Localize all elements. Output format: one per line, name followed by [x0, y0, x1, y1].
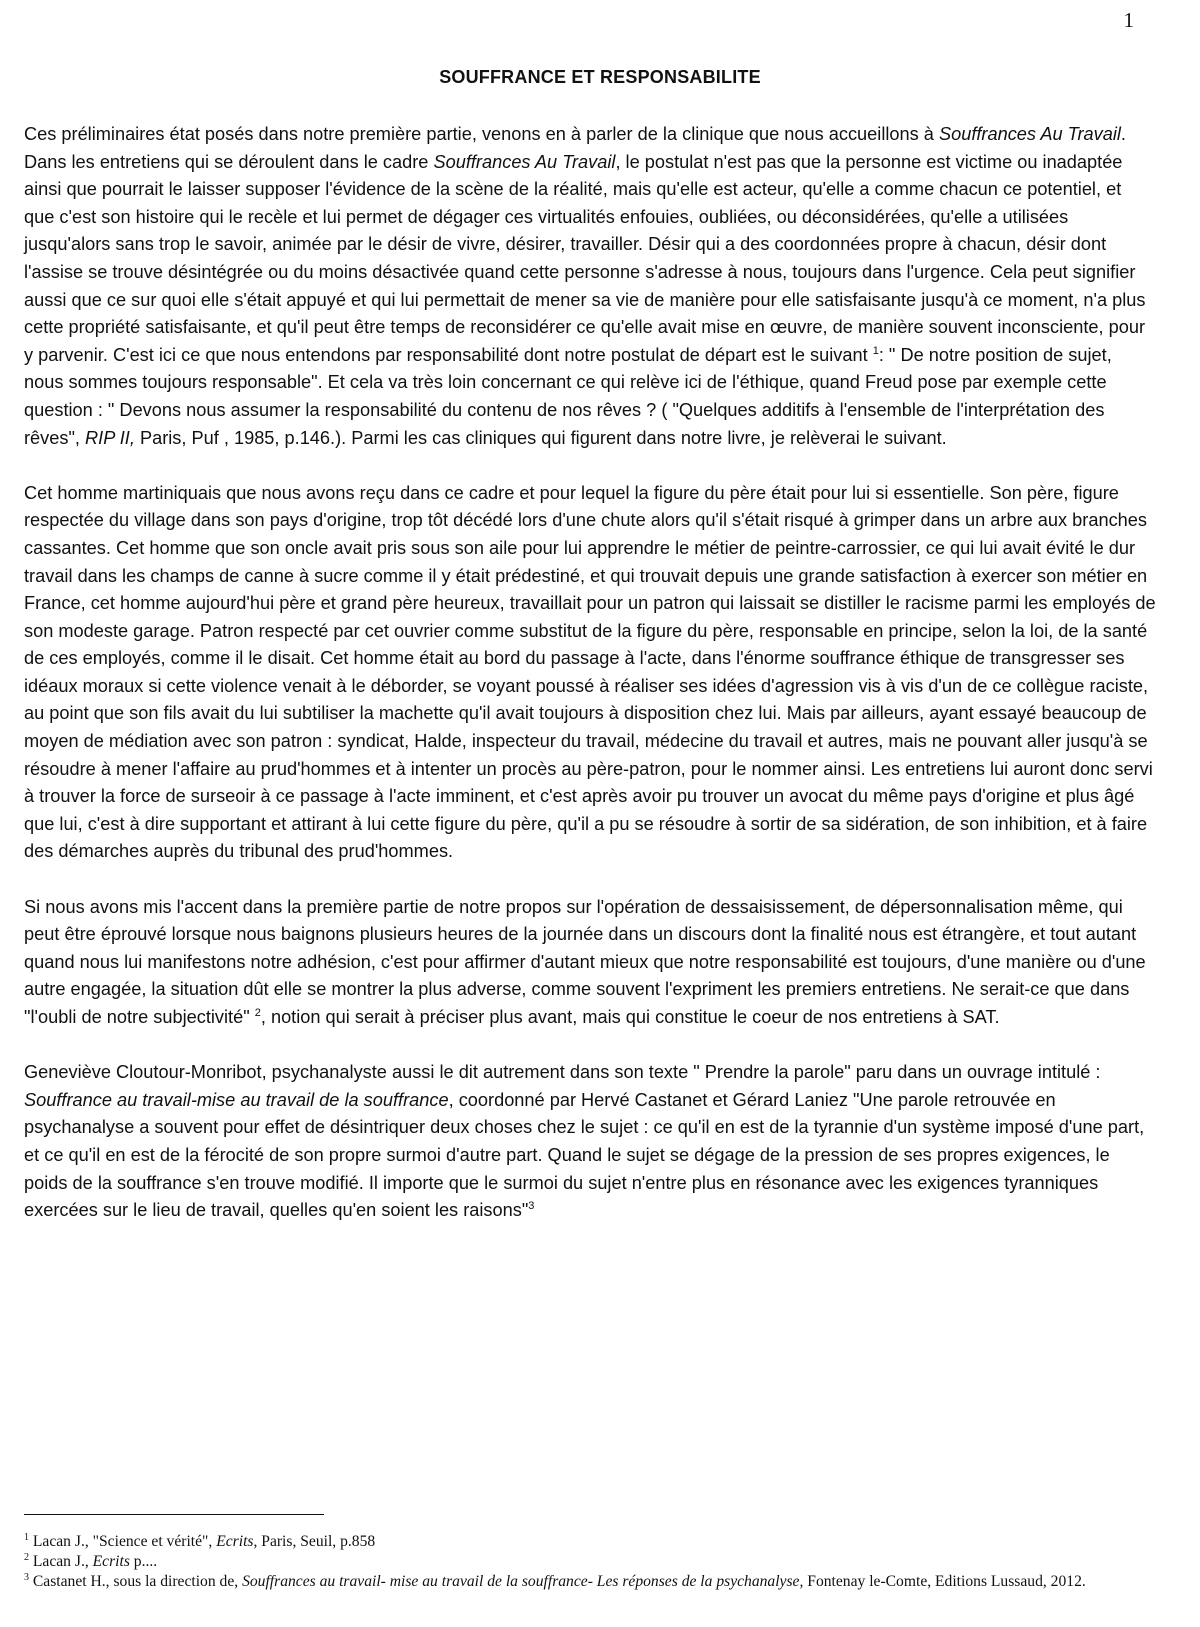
paragraph-intro: Ces préliminaires état posés dans notre première partie, venons en à parler de la clinique que nous accueillons à Souffrances Au Travail.: [24, 124, 1126, 144]
footnote-ref-1: 1: [872, 344, 879, 357]
footnote-divider: [24, 1514, 324, 1515]
footnotes: [24, 1532, 1156, 1592]
document-title: SOUFFRANCE ET RESPONSABILITE: [439, 67, 761, 87]
document-body: [24, 121, 1156, 1225]
footnote-ref-2: 2: [254, 1006, 261, 1019]
footnote-1: $^1$ Lacan J., "Science et vérité", Ecrits, Paris, Seuil, p.858: [24, 1531, 376, 1550]
footnote-ref-3: 3: [528, 1200, 535, 1213]
paragraph-case-study: Cet homme martiniquais que nous avons reçu dans ce cadre et pour lequel la figure du père était pour lui si essentielle. Son père, figure respectée du village dans son pays d'origine, trop tôt décédé lors d'une chute alors qu'il s'était risqué à grimper dans un arbre aux branches cassantes. Cet homme que son oncle avait pris sous son aile pour lui apprendre le métier de peintre-carrossier, ce qui lui avait évité le dur travail dans les champs de canne à sucre comme il y était prédestiné, et qui trouvait depuis une grande satisfaction à exercer son métier en France, cet homme aujourd'hui père et grand père heureux, travaillait pour un patron qui laissait se distiller le racisme parmi les employés de son modeste garage. Patron respecté par cet ouvrier comme substitut de la figure du père, responsable en principe, selon la loi, de la santé de ces employés, comme il le disait. Cet homme était au bord du passage à l'acte, dans l'énorme souffrance éthique de transgresser ses idéaux moraux si cette violence venait à le déborder, se voyant poussé à réaliser ses idées d'agression vis à vis d'un de ce collègue raciste, au point que son fils avait du lui subtiliser la machette qu'il avait toujours à disposition chez lui. Mais par ailleurs, ayant essayé beaucoup de moyen de médiation avec son patron : syndicat, Halde, inspecteur du travail, médecine du travail et autres, mais ne pouvant aller jusqu'à se résoudre à mener l'affaire au prud'hommes et à intenter un procès au père-patron, pour le nommer ainsi. Les entretiens lui auront donc servi à trouver la force de surseoir à ce passage à l'acte imminent, et c'est après avoir pu trouver un avocat du même pays d'origine et plus âgé que lui, c'est à dire supportant et attirant à lui cette figure du père, qu'il a pu se résoudre à sortir de sa sidération, de son inhibition, et à faire des démarches auprès du tribunal des prud'hommes.: [24, 482, 1156, 862]
paragraph-responsibility: Si nous avons mis l'accent dans la première partie de notre propos sur l'opération de dessaisissement, de dépersonnalisation même, qui peut être éprouvé lorsque nous baignons plusieurs heures de la journée dans un discours dont la finalité nous est étrangère, et tout autant quand nous lui manifestons notre adhésion, c'est pour affirmer d'autant mieux que notre responsabilité est toujours, d'une manière ou d'une autre engagée, la situation dût elle se montrer la plus adverse, comme souvent l'expriment les premiers entretiens. Ne serait-ce que dans "l'oubli de notre subjectivité" $^2$, notion qui serait à préciser plus avant, mais qui constitue le coeur de nos entretiens à SAT.: [24, 896, 1146, 1027]
paragraph-quote: Geneviève Cloutour-Monribot, psychanalyste aussi le dit autrement dans son texte " Prendre la parole" paru dans un ouvrage intitulé : Souffrance au travail-mise au travail de la souffrance, coordonné par Hervé Castanet et Gérard Laniez "Une parole retrouvée en psychanalyse a souvent pour effet de désintriquer deux choses chez le sujet : ce qu'il en est de la tyrannie d'un système imposé d'une part, et ce qu'il en est de la férocité de son propre surmoi d'autre part. Quand le sujet se dégage de la pression de ses propres exigences, le poids de la souffrance s'en trouve modifié. Il importe que le surmoi du sujet n'entre plus en résonance avec les exigences tyranniques exercées sur le lieu de travail, quelles qu'en soient les raisons"$^3$: [24, 1062, 1145, 1221]
footnote-2: $^2$ Lacan J., Ecrits p....: [24, 1551, 158, 1570]
page-number: 1: [1123, 8, 1134, 32]
footnote-3: $^3$ Castanet H., sous la direction de, Souffrances au travail- mise au travail de la souffrance- Les réponses de la psychanalyse, Fontenay le-Comte, Editions Lussaud, 2012.: [24, 1571, 1086, 1590]
paragraph-postulate: Dans les entretiens qui se déroulent dans le cadre Souffrances Au Travail, le postulat n'est pas que la personne est victime ou inadaptée ainsi que pourrait le laisser supposer l'évidence de la scène de la réalité, mais qu'elle est acteur, qu'elle a comme chacun ce potentiel, et que c'est son histoire qui le recèle et lui permet de dégager ces virtualités enfouies, oubliées, ou déconsidérées, qu'elle a utilisées jusqu'alors sans trop le savoir, animée par le désir de vivre, désirer, travailler. Désir qui a des coordonnées propre à chacun, désir dont l'assise se trouve désintégrée ou du moins désactivée quand cette personne s'adresse à nous, toujours dans l'urgence. Cela peut signifier aussi que ce sur quoi elle s'était appuyé et qui lui permettait de mener sa vie de manière pour elle satisfaisante jusqu'à ce moment, n'a plus cette propriété satisfaisante, et qu'il peut être temps de reconsidérer ce qu'elle avait mise en œuvre, de manière souvent inconsciente, pour y parvenir. C'est ici ce que nous entendons par responsabilité dont notre postulat de départ est le suivant $^1$: " De notre position de sujet, nous sommes toujours responsable". Et cela va très loin concernant ce qui relève ici de l'éthique, quand Freud pose par exemple cette question : " Devons nous assumer la responsabilité du contenu de nos rêves ? ( "Quelques additifs à l'ensemble de l'interprétation des rêves", RIP II, Paris, Puf , 1985, p.146.). Parmi les cas cliniques qui figurent dans notre livre, je relèverai le suivant.: [24, 151, 1146, 448]
